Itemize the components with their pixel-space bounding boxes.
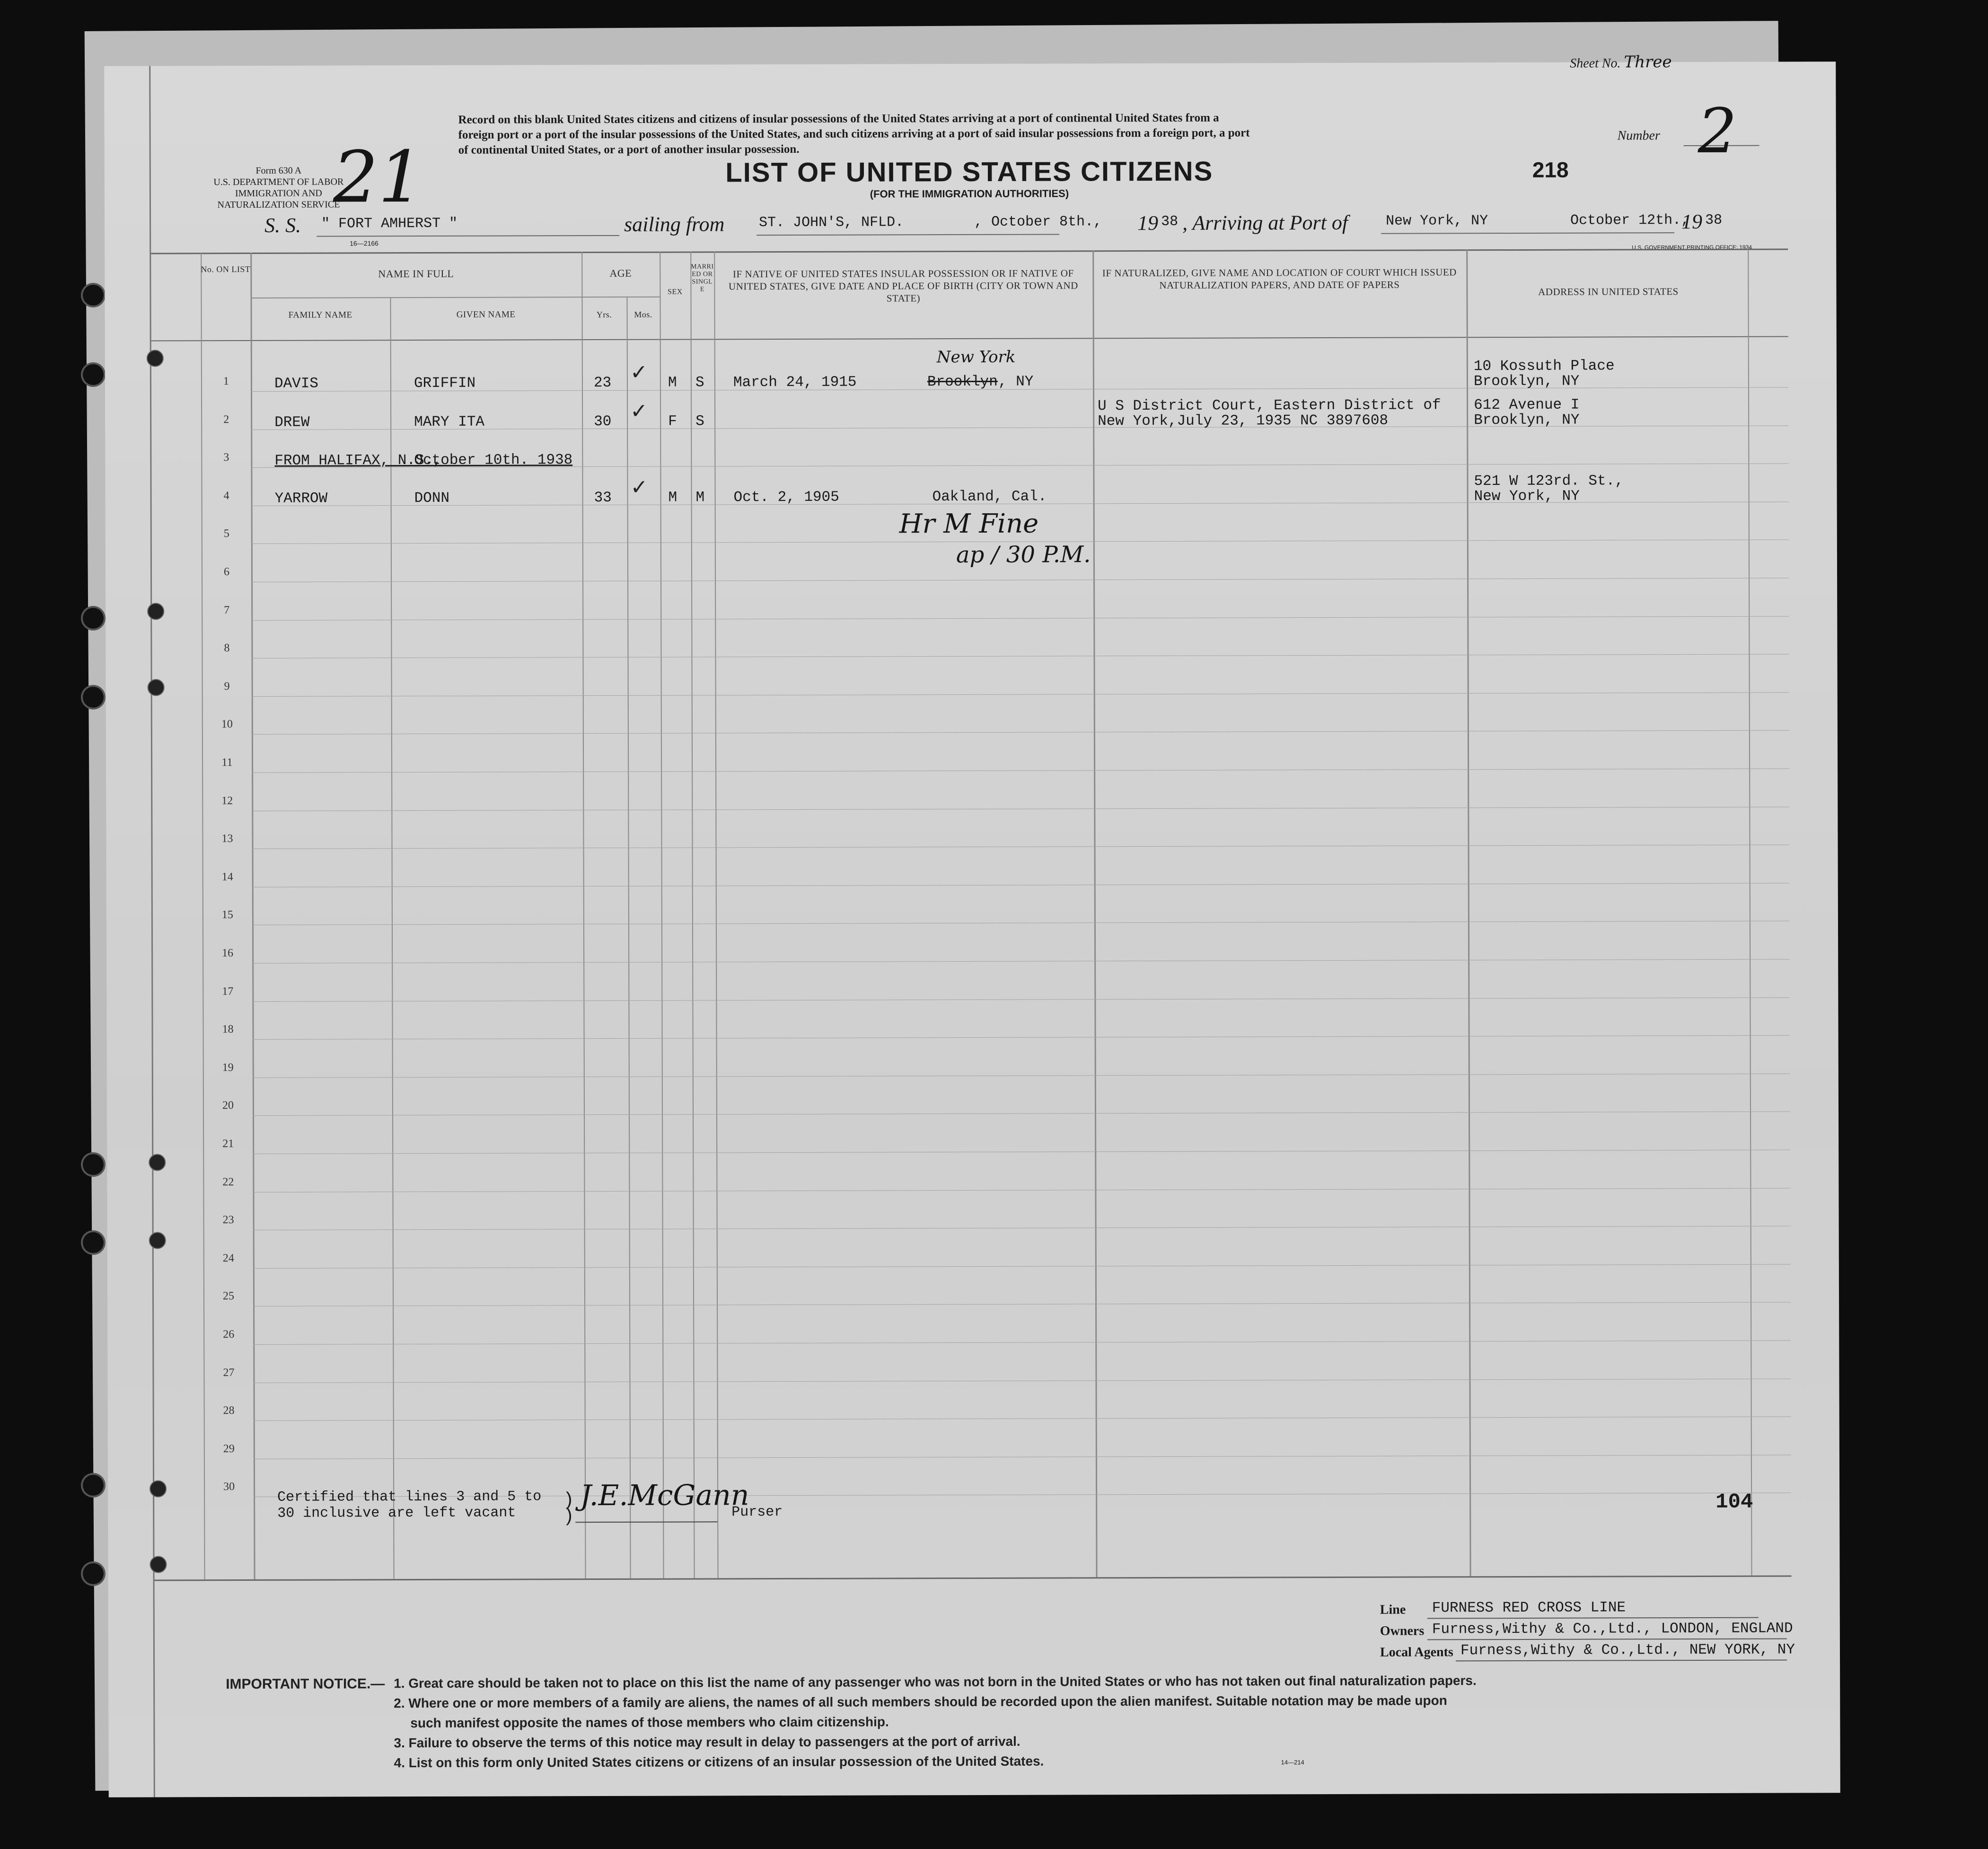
row-rule (253, 1112, 1790, 1116)
number-label: Number (1617, 128, 1660, 143)
row-rule (253, 1188, 1790, 1192)
small-punch-hole (150, 1480, 167, 1497)
row-number: 19 (222, 1061, 234, 1074)
family-name: DREW (274, 414, 310, 431)
court-line: U S District Court, Eastern District of (1098, 397, 1441, 415)
row-number: 1 (223, 375, 229, 388)
form-number: Form 630 A (255, 165, 302, 176)
given-name: DONN (414, 490, 450, 507)
col-header-birth: IF NATIVE OF UNITED STATES INSULAR POSSESSION OR IF NATIVE OF UNITED STATES, GIVE DATE AND PLACE OF BIRTH (CITY OR TOWN AND STATE) (728, 267, 1078, 304)
arrival-underline (1381, 232, 1674, 234)
page-title: LIST OF UNITED STATES CITIZENS (725, 156, 1214, 188)
line-label: Line (1380, 1602, 1406, 1617)
row-rule (252, 845, 1790, 850)
row-rule (252, 806, 1789, 811)
row-number: 3 (223, 451, 229, 464)
agents-value: Furness,Withy & Co.,Ltd., NEW YORK, NY (1460, 1641, 1795, 1659)
purser-label: Purser (731, 1504, 783, 1521)
col-header-naturalized: IF NATURALIZED, GIVE NAME AND LOCATION OF COURT WHICH ISSUED NATURALIZATION PAPERS, AND DATE OF PAPERS (1102, 266, 1457, 291)
col-header-address: ADDRESS IN UNITED STATES (1538, 286, 1679, 298)
gpo-note: U.S. GOVERNMENT PRINTING OFFICE: 1934 (1632, 244, 1752, 251)
col-header-yrs: Yrs. (596, 309, 612, 320)
row-number: 5 (223, 527, 229, 540)
row-number: 10 (221, 718, 233, 731)
punch-hole (83, 364, 104, 385)
col-header-mos: Mos. (634, 309, 652, 319)
small-punch-hole (147, 350, 164, 367)
row-number: 21 (222, 1138, 234, 1150)
address-line: 612 Avenue I (1474, 396, 1580, 414)
col-header-given: GIVEN NAME (456, 309, 516, 320)
sailing-port: ST. JOHN'S, NFLD. (759, 214, 904, 231)
punch-hole (83, 1563, 104, 1584)
row-rule (253, 1226, 1791, 1231)
instructions (458, 110, 1249, 158)
address-line: 10 Kossuth Place (1473, 358, 1615, 375)
row-rule (252, 997, 1790, 1002)
row-number: 23 (222, 1214, 234, 1227)
handwritten-inspector-note: Hr M Fine (899, 508, 1039, 540)
ship-name: " FORT AMHERST " (321, 215, 458, 232)
sex: M (668, 489, 677, 506)
row-rule (253, 1264, 1791, 1269)
sheet-value: Three (1624, 53, 1672, 72)
arriving-port: New York, NY (1386, 213, 1488, 229)
table-header-border (151, 336, 1788, 341)
row-number: 16 (222, 947, 234, 960)
notice-item: 1. Great care should be taken not to place on this list the name of any passenger who was not born in the United States or who has not taken out final naturalization papers. (394, 1673, 1477, 1691)
manifest-page (149, 53, 1795, 1797)
sheet-label: Sheet No. (1570, 56, 1621, 71)
birth-date: Oct. 2, 1905 (733, 489, 839, 506)
small-punch-hole (149, 1232, 166, 1249)
address-line: Brooklyn, NY (1473, 373, 1580, 390)
notice-item: such manifest opposite the names of those members who claim citizenship. (410, 1714, 889, 1731)
row-rule (252, 692, 1789, 697)
col-divider (1092, 250, 1097, 1577)
sailing-year-prefix: 19 (1137, 211, 1159, 235)
row-number: 25 (222, 1290, 235, 1303)
row-number: 20 (222, 1099, 234, 1112)
sailing-label: sailing from (624, 212, 725, 236)
ship-underline (317, 235, 619, 237)
certification-line-2: 30 inclusive are left vacant (277, 1505, 516, 1522)
check-mark-icon: ✓ (630, 360, 648, 385)
col-header-no: No. ON LIST (201, 264, 251, 274)
row-rule (254, 1378, 1791, 1383)
row-number: 30 (223, 1481, 235, 1493)
table-top-border (151, 248, 1788, 254)
sailing-year: 38 (1161, 213, 1179, 230)
line-value: FURNESS RED CROSS LINE (1432, 1599, 1626, 1617)
row-number: 4 (223, 489, 229, 502)
col-header-name: NAME IN FULL (378, 267, 454, 280)
owners-underline (1427, 1638, 1787, 1640)
subheader-line (250, 297, 660, 298)
arriving-date: October 12th., (1570, 212, 1690, 229)
owners-label: Owners (1380, 1623, 1425, 1639)
marital-status: M (695, 489, 705, 506)
service-line-2: NATURALIZATION SERVICE (217, 199, 340, 210)
small-punch-hole (147, 603, 164, 620)
instruction-line: Record on this blank United States citizens and citizens of insular possessions of the United States arriving at a port of continental United States from a (458, 111, 1219, 126)
col-divider (1748, 249, 1752, 1576)
row-rule (253, 1340, 1791, 1345)
certification-line-1: Certified that lines 3 and 5 to (277, 1489, 542, 1506)
notice-item: 4. List on this form only United States citizens or citizens of an insular possession of the United States. (394, 1753, 1044, 1770)
signature-line (575, 1521, 717, 1523)
punch-hole (83, 1154, 104, 1175)
notice-item: 3. Failure to observe the terms of this notice may result in delay to passengers at the port of arrival. (394, 1734, 1020, 1751)
col-divider (714, 251, 718, 1578)
col-divider (1466, 249, 1471, 1576)
number-value: 2 (1698, 95, 1737, 167)
agents-underline (1456, 1659, 1787, 1661)
row-number: 29 (223, 1442, 235, 1455)
sex: M (668, 374, 677, 391)
family-name: DAVIS (274, 375, 319, 392)
row-rule (252, 768, 1789, 773)
sailing-date: , October 8th., (974, 214, 1102, 230)
notice-item: 2. Where one or more members of a family are aliens, the names of all such members should be recorded upon the alien manifest. Suitable notation may be made upon (394, 1693, 1447, 1711)
col-divider (201, 253, 205, 1579)
row-rule (252, 921, 1790, 926)
row-rule (253, 1073, 1790, 1078)
birth-date: March 24, 1915 (733, 374, 857, 391)
age-years: 23 (593, 374, 612, 392)
punch-hole (83, 285, 104, 306)
row-number: 27 (223, 1366, 235, 1379)
marital-status: S (695, 374, 704, 391)
punch-hole (83, 1232, 104, 1253)
court-line: New York,July 23, 1935 NC 3897608 (1098, 412, 1389, 430)
row-rule (254, 1417, 1791, 1421)
department-line: U.S. DEPARTMENT OF LABOR (213, 176, 344, 188)
number-field (1618, 128, 1660, 143)
page-total: 104 (1715, 1490, 1753, 1514)
small-punch-hole (149, 1154, 166, 1171)
arriving-year: 38 (1705, 212, 1723, 228)
row-number: 18 (222, 1023, 234, 1036)
arriving-year-prefix: 19 (1681, 210, 1703, 234)
row-rule (251, 616, 1789, 621)
marital-status: S (695, 413, 704, 430)
row-number: 24 (222, 1252, 234, 1264)
row-rule (253, 1302, 1791, 1307)
notice-code: 14—214 (1281, 1759, 1304, 1766)
row-number: 11 (221, 756, 233, 769)
handwritten-left-number: 21 (333, 136, 423, 219)
col-header-family: FAMILY NAME (288, 310, 352, 320)
address-line: 521 W 123rd. St., (1474, 473, 1624, 490)
row-number: 28 (223, 1404, 235, 1417)
stamp-number: 218 (1532, 157, 1569, 182)
row-number: 7 (224, 604, 230, 616)
col-header-age: AGE (609, 267, 632, 280)
line-underline (1427, 1617, 1759, 1619)
row-rule (253, 1035, 1790, 1040)
given-name: MARY ITA (414, 413, 485, 431)
col-divider (690, 252, 695, 1578)
col-divider (660, 252, 664, 1578)
notice-title: IMPORTANT NOTICE.— (226, 1676, 385, 1692)
row-number: 12 (221, 794, 233, 807)
instruction-line: foreign port or a port of the insular possessions of the United States, and such citizens arriving at a port of said insular possessions from a foreign port, a port (458, 126, 1250, 141)
address-line: Brooklyn, NY (1474, 412, 1580, 429)
row-number: 6 (223, 566, 230, 578)
small-punch-hole (148, 679, 165, 696)
arriving-label: , Arriving at Port of (1182, 210, 1348, 235)
row-rule (253, 1149, 1790, 1154)
from-port-date: October 10th. 1938 (414, 452, 573, 469)
handwritten-time-note: ap / 30 P.M. (956, 541, 1091, 569)
from-port-label: FROM HALIFAX, N.S., (274, 452, 442, 469)
check-mark-icon: ✓ (630, 475, 648, 499)
row-number: 17 (222, 985, 234, 998)
small-code: 16—2166 (350, 239, 378, 247)
given-name: GRIFFIN (413, 375, 476, 392)
birth-place-suffix: , NY (998, 373, 1034, 390)
address-line: New York, NY (1474, 488, 1580, 505)
bracket-icon: ) (566, 1505, 572, 1526)
col-divider (390, 297, 394, 1579)
row-number: 8 (224, 642, 230, 655)
family-name: YARROW (274, 490, 328, 507)
birth-place: Oakland, Cal. (932, 488, 1047, 506)
row-rule (252, 730, 1789, 735)
col-divider (581, 252, 586, 1578)
agents-label: Local Agents (1380, 1645, 1453, 1660)
service-line-1: IMMIGRATION AND (235, 188, 322, 199)
row-rule (254, 1455, 1791, 1459)
small-punch-hole (150, 1556, 167, 1573)
ss-label: S. S. (264, 213, 301, 237)
punch-hole (83, 687, 104, 708)
birth-place-correction: New York (936, 347, 1016, 367)
age-years: 33 (594, 489, 612, 507)
row-rule (251, 654, 1789, 659)
row-number: 22 (222, 1175, 234, 1188)
row-number: 14 (221, 870, 233, 883)
row-number: 9 (224, 680, 230, 692)
punch-hole (83, 608, 104, 629)
row-number: 13 (221, 832, 233, 845)
row-rule (252, 959, 1790, 964)
table-bottom-border (155, 1575, 1792, 1581)
check-mark-icon: ✓ (630, 399, 648, 423)
col-divider (250, 253, 255, 1579)
page-subtitle: (FOR THE IMMIGRATION AUTHORITIES) (870, 187, 1069, 200)
birth-place-struck: Brooklyn (927, 373, 998, 391)
col-header-sex: SEX (668, 288, 683, 296)
row-rule (251, 578, 1789, 582)
owners-value: Furness,Withy & Co.,Ltd., LONDON, ENGLAND (1432, 1620, 1793, 1638)
row-rule (252, 883, 1790, 887)
bracket-icon: ) (566, 1489, 572, 1510)
sex: F (668, 413, 677, 430)
manifest-sheet (104, 53, 1840, 1797)
sheet-number (1570, 53, 1671, 72)
row-number: 26 (223, 1328, 235, 1341)
instruction-line: of continental United States, or a port of another insular possession. (458, 142, 800, 157)
col-header-married: MARRIED OR SINGLE (691, 263, 714, 293)
punch-hole (83, 1475, 104, 1496)
age-years: 30 (594, 413, 612, 430)
port-underline (756, 234, 1059, 236)
row-number: 2 (223, 413, 229, 426)
purser-signature: J.E.McGann (580, 1479, 749, 1513)
row-number: 15 (221, 909, 233, 921)
